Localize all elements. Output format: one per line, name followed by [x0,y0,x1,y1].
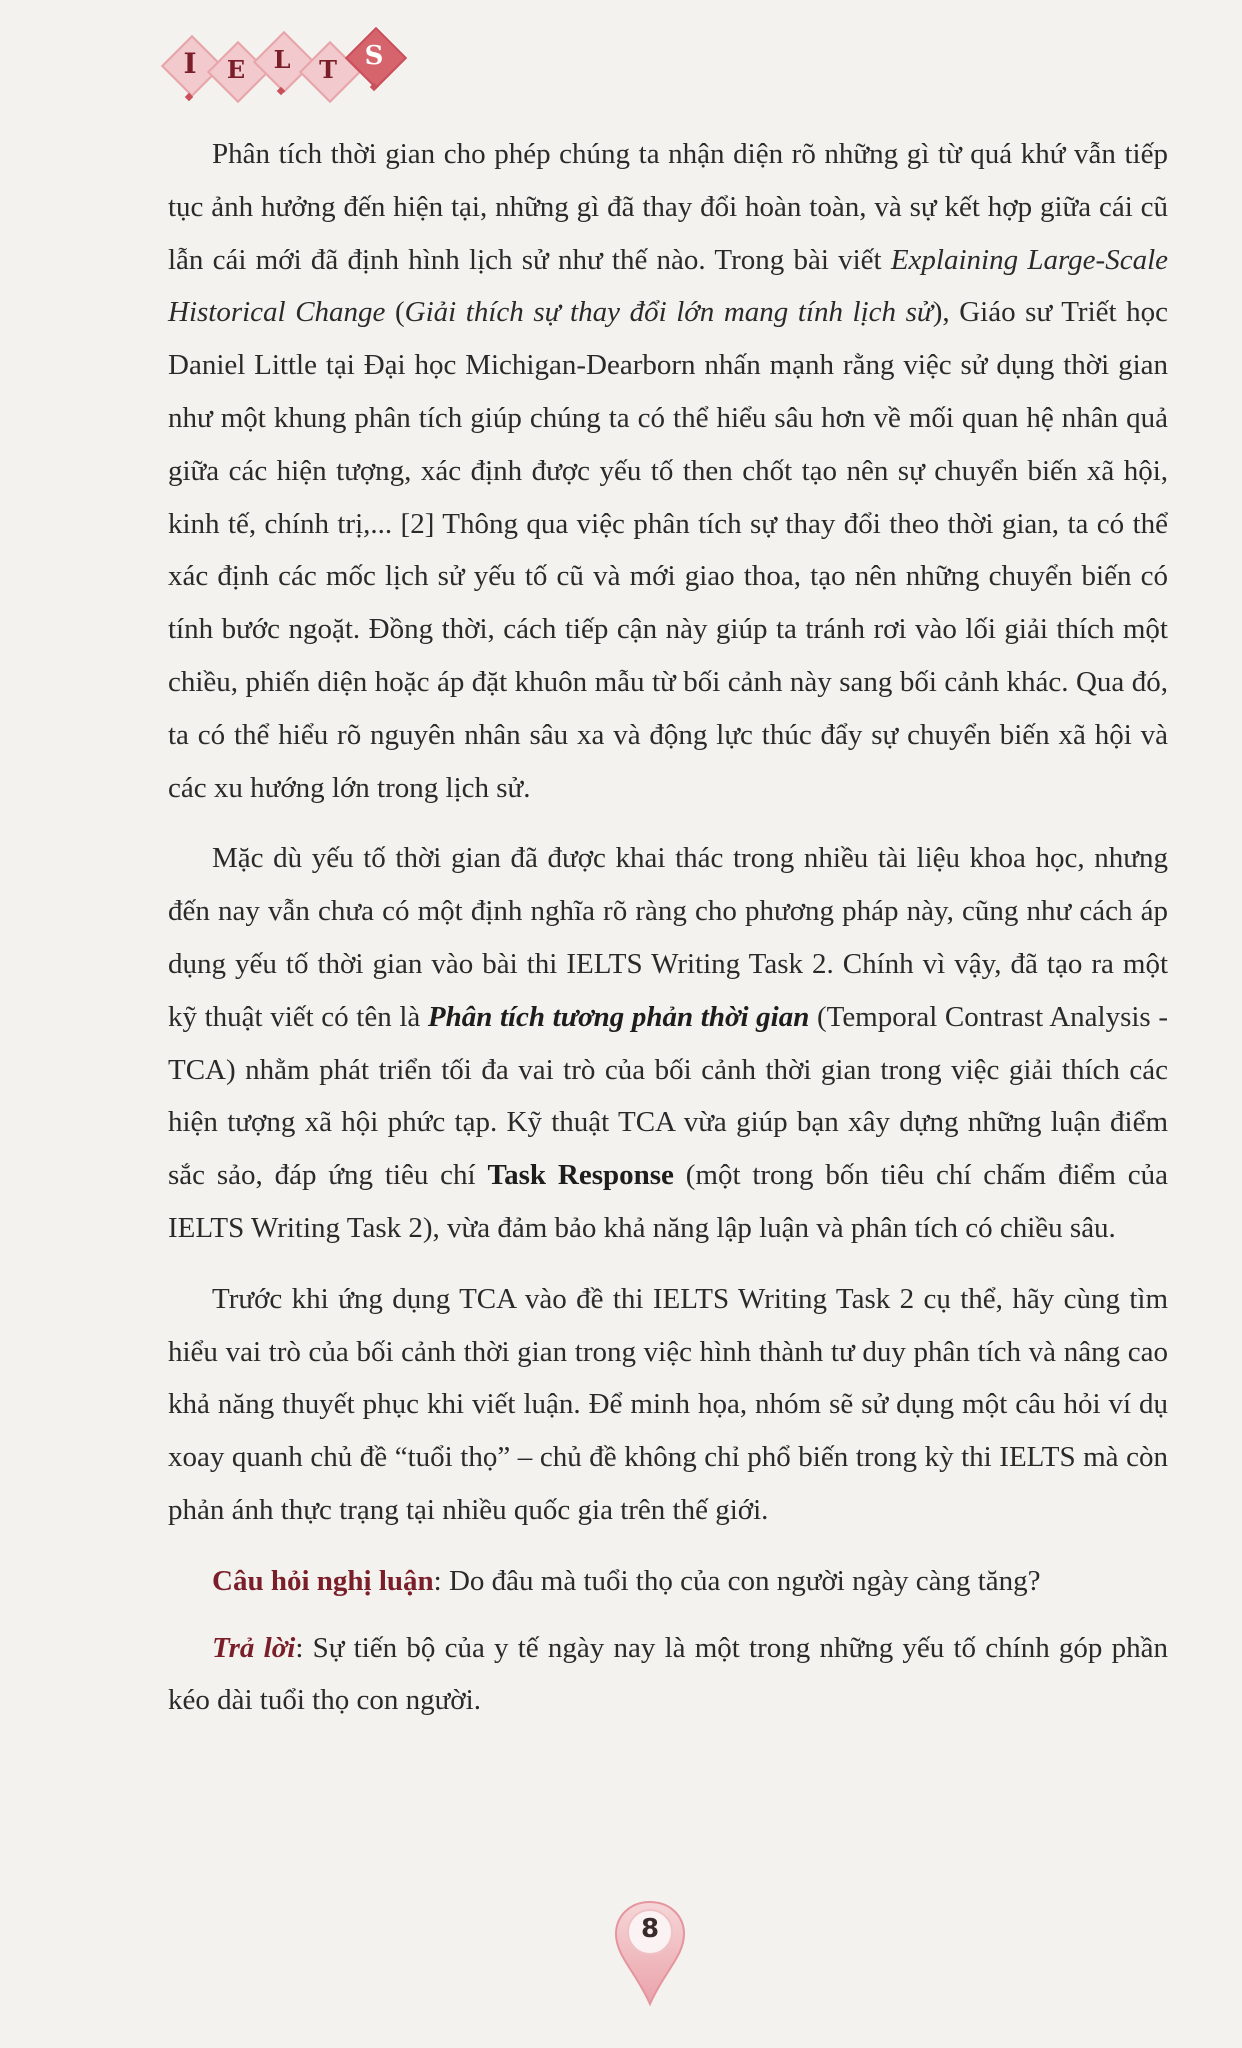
logo-letter: S [364,41,384,71]
paragraph-example-intro: Trước khi ứng dụng TCA vào đề thi IELTS Writing Task 2 cụ thể, hãy cùng tìm hiểu vai trò của bối cảnh thời gian trong việc hình thành tư duy phân tích và nâng cao khả năng thuyết phục khi viết luận. Để minh họa, nhóm sẽ sử dụng một câu hỏi ví dụ xoay quanh chủ đề “tuổi thọ” – chủ đề không chỉ phổ biến trong kỳ thi IELTS mà còn phản ánh thực trạng tại nhiều quốc gia trên thế giới. [168,1282,1168,1526]
logo-letter: L [273,45,291,74]
body-text [168,128,1168,1745]
question-line: Câu hỏi nghị luận: Do đâu mà tuổi thọ của con người ngày càng tăng? [212,1564,1041,1597]
logo-letter: T [319,55,337,84]
logo-letter: E [226,55,246,84]
tca-term: Phân tích tương phản thời gian [427,1000,810,1033]
page-number: 8 [640,1914,660,1944]
question-label: Câu hỏi nghị luận [212,1564,434,1597]
article-title: Explaining Large-Scale Historical Change [168,243,1168,329]
paragraph-intro: Phân tích thời gian cho phép chúng ta nhận diện rõ những gì từ quá khứ vẫn tiếp tục ảnh hưởng đến hiện tại, những gì đã thay đổi hoàn toàn, và sự kết hợp giữa cái cũ lẫn cái mới đã định hình lịch sử như thế nào. Trong bài viết Explaining Large-Scale Historical Change (Giải thích sự thay đổi lớn mang tính lịch sử), Giáo sư Triết học Daniel Little tại Đại học Michigan-Dearborn nhấn mạnh rằng việc sử dụng thời gian như một khung phân tích giúp chúng ta có thể hiểu sâu hơn về mối quan hệ nhân quả giữa các hiện tượng, xác định được yếu tố then chốt tạo nên sự chuyển biến xã hội, kinh tế, chính trị,... [2] Thông qua việc phân tích sự thay đổi theo thời gian, ta có thể xác định các mốc lịch sử yếu tố cũ và mới giao thoa, tạo nên những chuyển biến có tính bước ngoặt. Đồng thời, cách tiếp cận này giúp ta tránh rơi vào lối giải thích một chiều, phiến diện hoặc áp đặt khuôn mẫu từ bối cảnh này sang bối cảnh khác. Qua đó, ta có thể hiểu rõ nguyên nhân sâu xa và động lực thúc đẩy sự chuyển biến xã hội và các xu hướng lớn trong lịch sử. [168,138,1169,804]
answer-label: Trả lời [212,1631,296,1664]
answer-line: Trả lời: Sự tiến bộ của y tế ngày nay là một trong những yếu tố chính góp phần kéo dài tuổi thọ con người. [168,1631,1168,1717]
task-response-term: Task Response [487,1159,674,1192]
paragraph-tca: Mặc dù yếu tố thời gian đã được khai thác trong nhiều tài liệu khoa học, nhưng đến nay vẫn chưa có một định nghĩa rõ ràng cho phương pháp này, cũng như cách áp dụng yếu tố thời gian vào bài thi IELTS Writing Task 2. Chính vì vậy, đã tạo ra một kỹ thuật viết có tên là Phân tích tương phản thời gian (Temporal Contrast Analysis - TCA) nhằm phát triển tối đa vai trò của bối cảnh thời gian trong việc giải thích các hiện tượng xã hội phức tạp. Kỹ thuật TCA vừa giúp bạn xây dựng những luận điểm sắc sảo, đáp ứng tiêu chí Task Response (một trong bốn tiêu chí chấm điểm của IELTS Writing Task 2), vừa đảm bảo khả năng lập luận và phân tích có chiều sâu. [168,842,1169,1244]
page-number-marker [612,1898,688,2010]
article-title-translation: Giải thích sự thay đổi lớn mang tính lịch sử [404,296,933,329]
ielts-logo [168,30,408,94]
logo-letter: I [183,47,197,80]
